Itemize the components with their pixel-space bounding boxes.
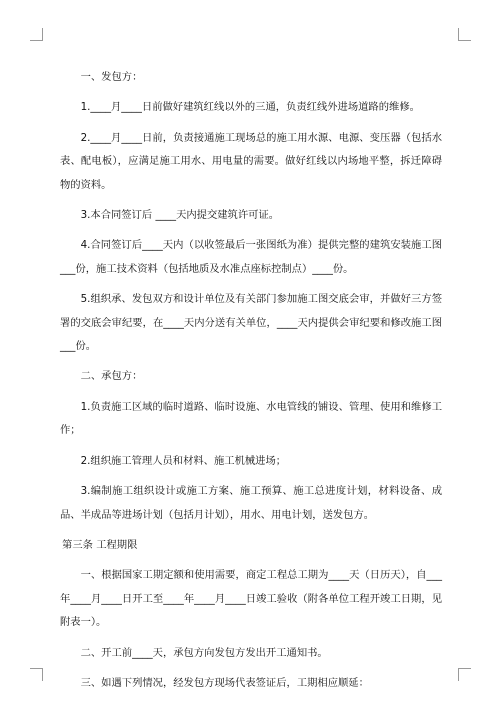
contractor-clause-1: 1.负责施工区域的临时道路、临时设施、水电管线的铺设、管理、使用和维修工作； (60, 400, 442, 437)
article-three-title: 第三条 工程期限 (62, 538, 138, 551)
section-heading-contractor: 二、承包方： (80, 370, 143, 383)
crop-mark-bottom-left (30, 668, 43, 681)
employer-clause-4: 4.合同签订后____天内（以收签最后一张图纸为准）提供完整的建筑安装施工图___份，施工技术资料（包括地质及水准点座标控制点）____份。 (60, 239, 442, 275)
contractor-clause-2: 2.组织施工管理人员和材料、施工机械进场； (80, 454, 287, 467)
contractor-clause-3: 3.编制施工组织设计或施工方案、施工预算、施工总进度计划，材料设备、成品、半成品等进场计划（包括月计划），用水、用电计划，送发包方。 (60, 485, 442, 521)
term-clause-3: 三、如遇下列情况，经发包方现场代表签证后，工期相应顺延： (80, 676, 369, 689)
employer-clause-5: 5.组织承、发包双方和设计单位及有关部门参加施工图交底会审，并做好三方签署的交底会审纪要，在____天内分送有关单位，____天内提供会审纪要和修改施工图___份。 (60, 293, 442, 353)
term-clause-1: 一、根据国家工期定额和使用需要，商定工程总工期为____天（日历天），自___年____月____日开工至____年____月____日竣工验收（附各单位工程开竣工日期，见附表一）。 (60, 569, 442, 629)
employer-clause-2: 2.____月____日前，负责接通施工现场总的施工用水源、电源、变压器（包括水表、配电板），应满足施工用水、用电量的需要。做好红线以内场地平整，拆迁障碍物的资料。 (60, 131, 442, 191)
term-clause-2: 二、开工前____天，承包方向发包方发出开工通知书。 (80, 646, 328, 659)
section-heading-employer: 一、发包方： (80, 71, 143, 83)
document-body (60, 66, 442, 702)
crop-mark-top-left (30, 28, 43, 41)
employer-clause-1: 1.____月____日前做好建筑红线以外的三通，负责红线外进场道路的维修。 (80, 101, 420, 114)
crop-mark-bottom-right (458, 668, 471, 681)
employer-clause-3: 3.本合同签订后 ____天内提交建筑许可证。 (80, 209, 280, 222)
crop-mark-top-right (458, 28, 471, 41)
